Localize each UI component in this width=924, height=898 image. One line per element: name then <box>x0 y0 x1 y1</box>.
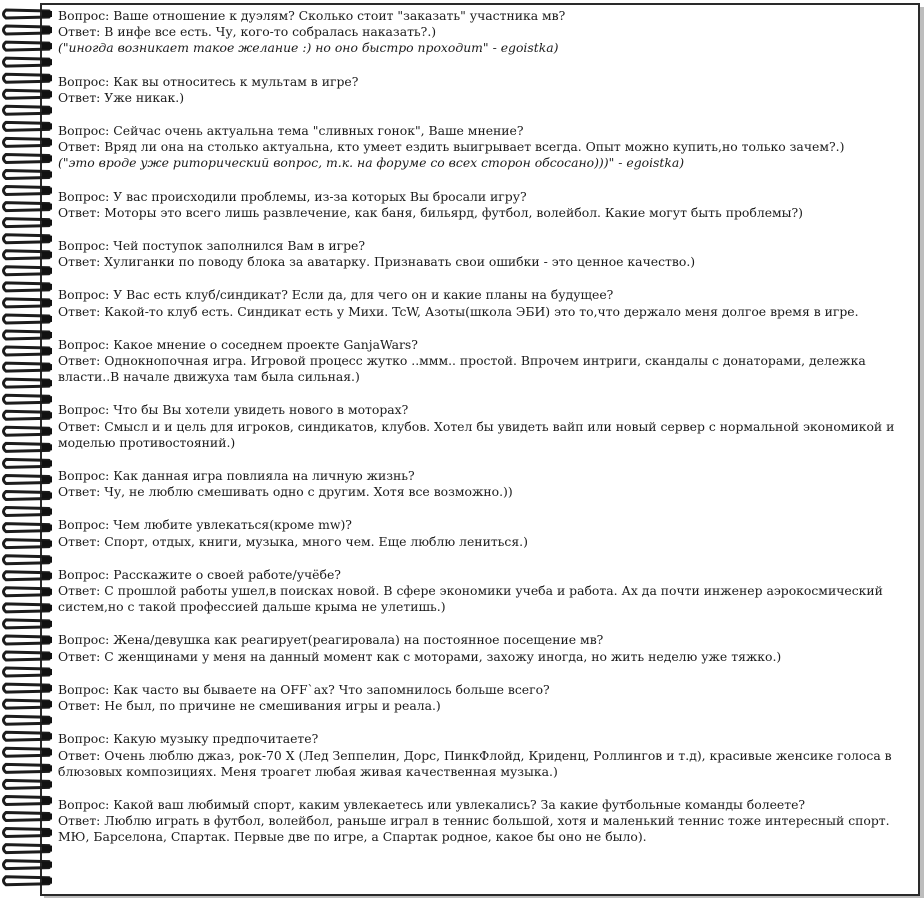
spiral-ring <box>4 267 53 275</box>
qa-item <box>58 632 908 664</box>
spiral-ring <box>4 58 53 66</box>
answer: Ответ: Чу, не люблю смешивать одно с другим. Хотя все возможно.)) <box>58 484 513 500</box>
spiral-ring <box>4 106 53 114</box>
qa-item <box>58 337 908 386</box>
question: Вопрос: Как вы относитесь к мультам в игре? <box>58 73 359 89</box>
answer: Ответ: Хулиганки по поводу блока за аватарку. Признавать свои ошибки - это ценное качество.) <box>58 254 696 270</box>
spiral-binding <box>0 0 60 898</box>
spiral-ring <box>4 299 53 307</box>
question: Вопрос: Сейчас очень актуальна тема "сливных гонок", Ваше мнение? <box>58 123 524 139</box>
spiral-ring <box>4 748 53 756</box>
qa-item <box>58 123 908 172</box>
spiral-ring <box>4 492 53 500</box>
spiral-ring <box>4 443 53 451</box>
spiral-ring <box>4 716 53 724</box>
qa-item <box>58 74 908 106</box>
spiral-ring <box>4 556 53 564</box>
spiral-ring <box>4 122 53 130</box>
spiral-ring <box>4 42 53 50</box>
spiral-ring <box>4 283 53 291</box>
answer: Ответ: Моторы это всего лишь развлечение, как баня, бильярд, футбол, волейбол. Какие могут быть проблемы?) <box>58 204 804 220</box>
spiral-ring <box>4 347 53 355</box>
spiral-ring <box>4 74 53 82</box>
question: Вопрос: Расскажите о своей работе/учёбе? <box>58 566 341 582</box>
spiral-ring <box>4 475 53 483</box>
answer: Ответ: Смысл и и цель для игроков, синдикатов, клубов. Хотел бы увидеть вайп или новый сервер с нормальной экономикой и моделью противостояний.) <box>58 418 895 450</box>
spiral-ring <box>4 877 53 885</box>
question: Вопрос: У вас происходили проблемы, из-за которых Вы бросали игру? <box>58 188 527 204</box>
question: Вопрос: Как часто вы бываете на OFF`ах? Что запомнилось больше всего? <box>58 681 550 697</box>
question: Вопрос: Какое мнение о соседнем проекте GanjaWars? <box>58 336 418 352</box>
spiral-ring <box>4 187 53 195</box>
spiral-ring <box>4 652 53 660</box>
spiral-ring <box>4 251 53 259</box>
spiral-ring <box>4 620 53 628</box>
spiral-ring <box>4 668 53 676</box>
qa-item <box>58 287 908 319</box>
spiral-ring <box>4 524 53 532</box>
spiral-ring <box>4 395 53 403</box>
answer: Ответ: Вряд ли она на столько актуальна, кто умеет ездить выигрывает всегда. Опыт можно купить,но только зачем?.) <box>58 139 845 155</box>
spiral-ring <box>4 138 53 146</box>
spiral-ring <box>4 331 53 339</box>
qa-item <box>58 731 908 780</box>
question: Вопрос: Какую музыку предпочитаете? <box>58 731 319 747</box>
qa-item <box>58 797 908 846</box>
spiral-ring <box>4 540 53 548</box>
question: Вопрос: Жена/девушка как реагирует(реагировала) на постоянное посещение мв? <box>58 632 604 648</box>
answer: Ответ: Спорт, отдых, книги, музыка, много чем. Еще люблю лениться.) <box>58 533 528 549</box>
qa-item <box>58 402 908 451</box>
spiral-ring <box>4 363 53 371</box>
spiral-ring <box>4 813 53 821</box>
spiral-ring <box>4 604 53 612</box>
spiral-ring <box>4 636 53 644</box>
qa-item <box>58 468 908 500</box>
spiral-ring <box>4 235 53 243</box>
spiral-ring <box>4 459 53 467</box>
question: Вопрос: Ваше отношение к дуэлям? Сколько стоит "заказать" участника мв? <box>58 8 566 23</box>
spiral-ring <box>4 379 53 387</box>
spiral-ring <box>4 684 53 692</box>
qa-item <box>58 567 908 616</box>
spiral-ring <box>4 219 53 227</box>
spiral-ring <box>4 90 53 98</box>
spiral-ring <box>4 780 53 788</box>
qa-item <box>58 517 908 549</box>
spiral-ring <box>4 26 53 34</box>
question: Вопрос: Как данная игра повлияла на личную жизнь? <box>58 468 415 484</box>
answer: Ответ: С прошлой работы ушел,в поисках новой. В сфере экономики учеба и работа. Ах да почти инженер аэрокосмический систем,но с такой профессией дальше крыма не улетишь.) <box>58 583 883 615</box>
qa-item <box>58 238 908 270</box>
editor-note: ("это вроде уже риторический вопрос, т.к. на форуме со всех сторон обсосано)))" - egoistka) <box>58 155 685 171</box>
spiral-ring <box>4 10 53 18</box>
answer: Ответ: Очень люблю джаз, рок-70 Х (Лед Зеппелин, Дорс, ПинкФлойд, Криденц, Роллингов и т.д), красивые женсике голоса в блюзовых композициях. Меня троагет любая живая качественная музыка.) <box>58 747 892 779</box>
answer: Ответ: В инфе все есть. Чу, кого-то собралась наказать?.) <box>58 24 437 40</box>
spiral-ring <box>4 508 53 516</box>
spiral-ring <box>4 427 53 435</box>
spiral-ring <box>4 315 53 323</box>
answer: Ответ: С женщинами у меня на данный момент как с моторами, захожу иногда, но жить неделю уже тяжко.) <box>58 648 782 664</box>
answer: Ответ: Уже никак.) <box>58 89 185 105</box>
spiral-ring <box>4 203 53 211</box>
answer: Ответ: Не был, по причине не смешивания игры и реала.) <box>58 698 441 714</box>
question: Вопрос: Какой ваш любимый спорт, каким увлекаетесь или увлекались? За какие футбольные команды болеете? <box>58 796 806 812</box>
spiral-ring <box>4 732 53 740</box>
qa-item <box>58 682 908 714</box>
spiral-ring <box>4 796 53 804</box>
answer: Ответ: Какой-то клуб есть. Синдикат есть у Михи. TcW, Азоты(школа ЭБИ) это то,что держало меня долгое время в игре. <box>58 303 859 319</box>
spiral-ring <box>4 700 53 708</box>
qa-item <box>58 8 908 57</box>
spiral-ring <box>4 764 53 772</box>
interview-text <box>58 8 908 863</box>
qa-item <box>58 189 908 221</box>
spiral-ring <box>4 572 53 580</box>
answer: Ответ: Однокнопочная игра. Игровой процесс жутко ..ммм.. простой. Впрочем интриги, скандалы с донаторами, дележка власти..В начале движуха там была сильная.) <box>58 353 866 385</box>
answer: Ответ: Люблю играть в футбол, волейбол, раньше играл в теннис большой, хотя и маленький теннис тоже интересный спорт. МЮ, Барселона, Спартак. Первые две по игре, а Спартак родное, какое бы оно не было). <box>58 813 890 845</box>
spiral-ring <box>4 861 53 869</box>
editor-note: ("иногда возникает такое желание :) но оно быстро проходит" - egoistka) <box>58 40 559 56</box>
spiral-ring <box>4 154 53 162</box>
question: Вопрос: Чей поступок заполнился Вам в игре? <box>58 238 366 254</box>
spiral-ring <box>4 588 53 596</box>
spiral-ring <box>4 411 53 419</box>
question: Вопрос: У Вас есть клуб/синдикат? Если да, для чего он и какие планы на будущее? <box>58 287 614 303</box>
spiral-ring <box>4 171 53 179</box>
question: Вопрос: Чем любите увлекаться(кроме mw)? <box>58 517 352 533</box>
spiral-ring <box>4 829 53 837</box>
question: Вопрос: Что бы Вы хотели увидеть нового в моторах? <box>58 402 409 418</box>
spiral-ring <box>4 845 53 853</box>
